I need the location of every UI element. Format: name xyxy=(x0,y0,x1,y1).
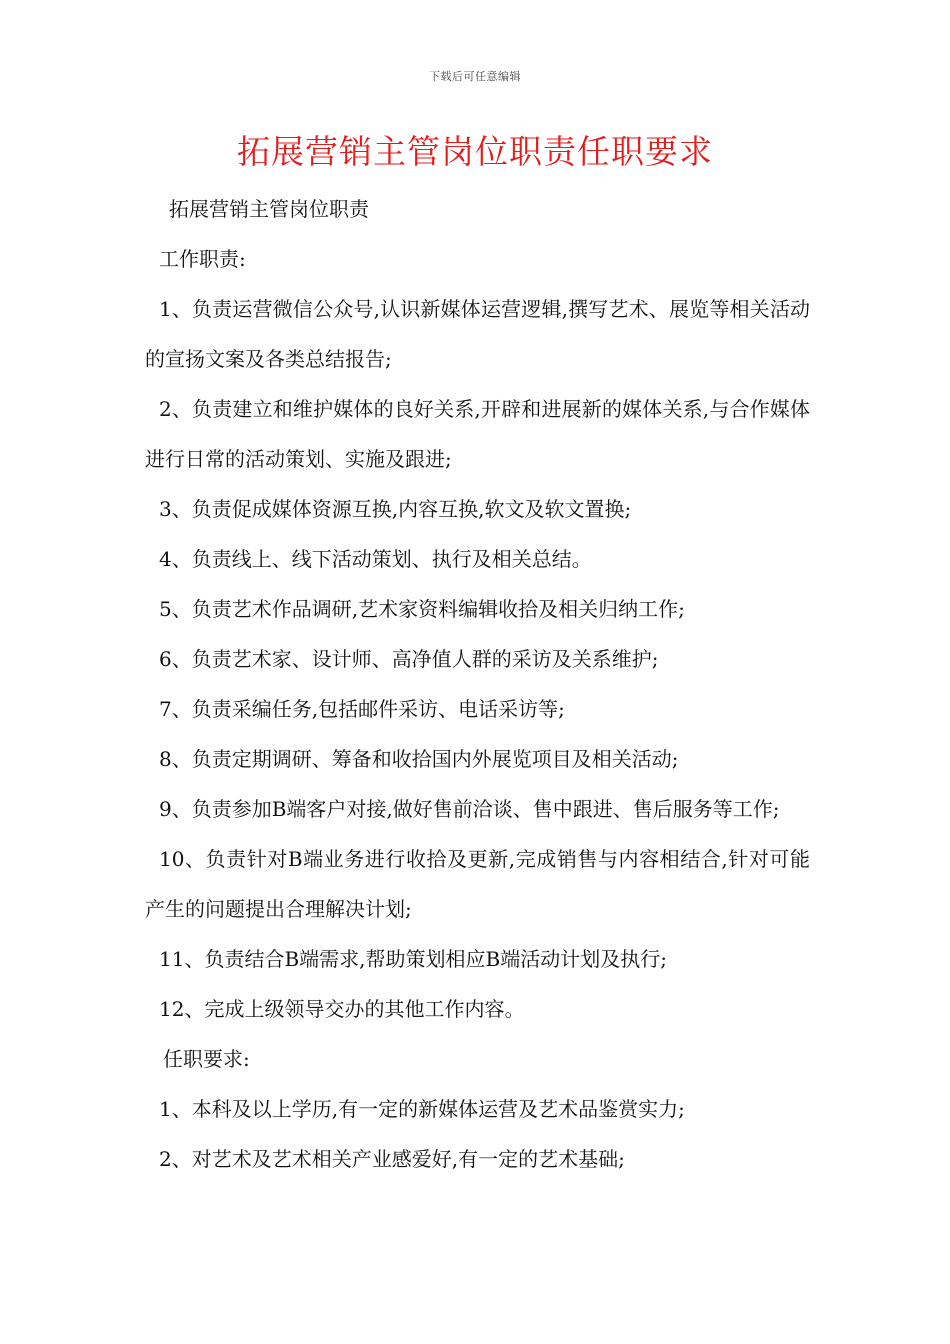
duty-item: 11、负责结合B端需求,帮助策划相应B端活动计划及执行; xyxy=(159,947,667,971)
requirements-heading: 任职要求: xyxy=(163,1047,250,1071)
duty-item: 5、负责艺术作品调研,艺术家资料编辑收拾及相关归纳工作; xyxy=(159,597,685,621)
duty-item: 1、负责运营微信公众号,认识新媒体运营逻辑,撰写艺术、展览等相关活动的宣扬文案及各类总结报告; xyxy=(145,297,810,371)
header-note: 下载后可任意编辑 xyxy=(429,70,521,83)
duty-item: 10、负责针对B端业务进行收拾及更新,完成销售与内容相结合,针对可能产生的问题提出合理解决计划; xyxy=(145,847,810,921)
duty-item: 12、完成上级领导交办的其他工作内容。 xyxy=(159,997,525,1021)
duty-item: 6、负责艺术家、设计师、高净值人群的采访及关系维护; xyxy=(159,647,659,671)
duties-heading: 工作职责: xyxy=(159,247,246,271)
duty-item: 3、负责促成媒体资源互换,内容互换,软文及软文置换; xyxy=(159,497,632,521)
section-subtitle: 拓展营销主管岗位职责 xyxy=(169,197,369,221)
requirement-item: 2、对艺术及艺术相关产业感爱好,有一定的艺术基础; xyxy=(159,1147,625,1171)
duty-item: 7、负责采编任务,包括邮件采访、电话采访等; xyxy=(159,697,565,721)
document-title: 拓展营销主管岗位职责任职要求 xyxy=(237,132,713,171)
duty-item: 2、负责建立和维护媒体的良好关系,开辟和进展新的媒体关系,与合作媒体进行日常的活动策划、实施及跟进; xyxy=(145,397,810,471)
document-body xyxy=(145,184,810,1184)
requirement-item: 1、本科及以上学历,有一定的新媒体运营及艺术品鉴赏实力; xyxy=(159,1097,685,1121)
duty-item: 8、负责定期调研、筹备和收拾国内外展览项目及相关活动; xyxy=(159,747,679,771)
duty-item: 4、负责线上、线下活动策划、执行及相关总结。 xyxy=(159,547,592,571)
duty-item: 9、负责参加B端客户对接,做好售前洽谈、售中跟进、售后服务等工作; xyxy=(159,797,780,821)
